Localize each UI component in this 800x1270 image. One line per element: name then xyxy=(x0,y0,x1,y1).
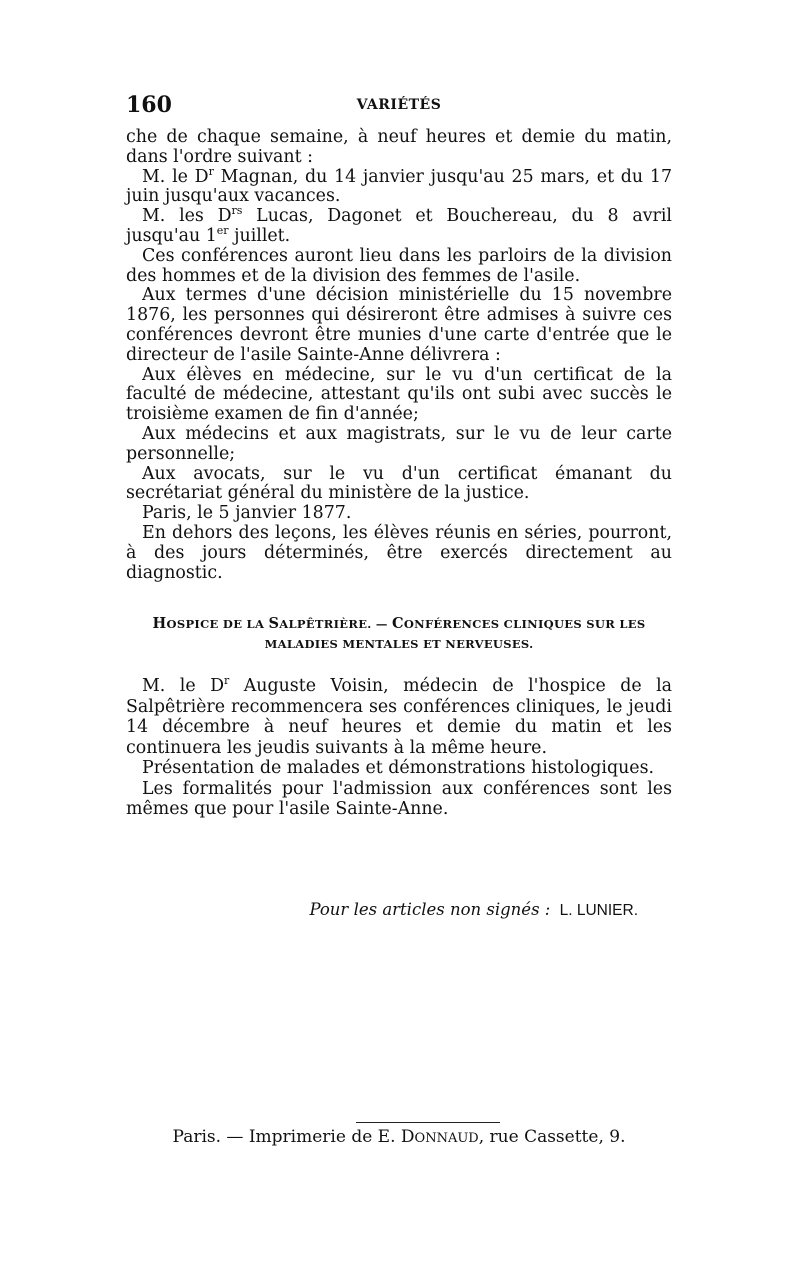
paragraph-voisin: M. le $D^r$ Auguste Voisin, médecin de l'hospice de la Salpêtrière recommencera ses conférences cliniques, le jeudi 14 décembre à neuf heures et demie du matin et les continuera les jeudis suivants à la même heure. xyxy=(126,674,673,758)
divider-rule xyxy=(356,1122,500,1123)
printer-imprint: Paris. — Imprimerie de E. DONNAUD, rue Cassette, 9. xyxy=(172,1127,626,1147)
paragraph-formalities: Les formalités pour l'admission aux conférences sont les mêmes que pour l'asile Sainte-Anne. xyxy=(126,778,672,819)
page-header xyxy=(126,92,672,120)
section-sainte-anne xyxy=(126,128,672,583)
paragraph-lucas-dagonet-bouchereau: M. les $D^{rs}$ Lucas, Dagonet et Bouchereau, du 8 avril jusqu'au 1er juillet. xyxy=(126,204,672,246)
signature xyxy=(126,900,638,920)
signature-note: Pour les articles non signés : xyxy=(309,900,551,919)
page-number: 160 xyxy=(126,92,172,118)
paragraph-magnan: M. le $D^r$ Magnan, du 14 janvier jusqu'au 25 mars, et du 17 juin jusqu'aux vacances. xyxy=(126,164,673,207)
paragraph-decision: Aux termes d'une décision ministérielle du 15 novembre 1876, les personnes qui désireront être admises à suivre ces conférences devront être munies d'une carte d'entrée que le directeur de l'asile Sainte-Anne délivrera : xyxy=(126,285,672,365)
paragraph-doctors: Aux médecins et aux magistrats, sur le vu de leur carte personnelle; xyxy=(126,423,672,464)
paragraph-presentation: Présentation de malades et démonstrations histologiques. xyxy=(142,758,655,778)
section-salpetriere xyxy=(126,676,672,820)
section-title-salpetriere: HOSPICE DE LA SALPÊTRIÈRE. — CONFÉRENCES CLINIQUES SUR LES MALADIES MENTALES ET NERVEUSES. xyxy=(152,615,646,651)
paragraph-lawyers: Aux avocats, sur le vu d'un certificat émanant du secrétariat général du ministère de la justice. xyxy=(126,463,672,504)
paragraph-series: En dehors des leçons, les élèves réunis en séries, pourront, à des jours déterminés, être exercés directement au diagnostic. xyxy=(126,522,672,583)
running-title: VARIÉTÉS xyxy=(356,97,442,113)
paragraph-schedule-intro: che de chaque semaine, à neuf heures et demie du matin, dans l'ordre suivant : xyxy=(126,127,672,167)
paragraph-location: Ces conférences auront lieu dans les parloirs de la division des hommes et de la division des femmes de l'asile. xyxy=(126,245,672,286)
paragraph-date: Paris, le 5 janvier 1877. xyxy=(142,503,352,524)
paragraph-students: Aux élèves en médecine, sur le vu d'un certificat de la faculté de médecine, attestant qu'ils ont subi avec succès le troisième examen de fin d'année; xyxy=(126,364,672,425)
signature-name: L. LUNIER. xyxy=(559,902,638,919)
